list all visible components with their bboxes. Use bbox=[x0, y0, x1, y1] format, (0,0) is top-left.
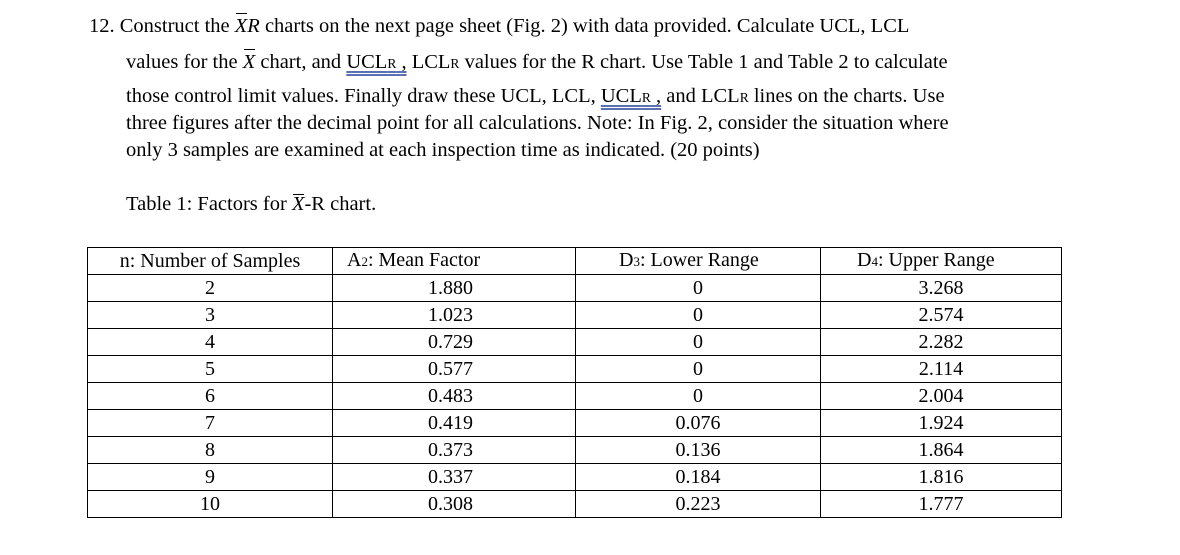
cell-n: 5 bbox=[88, 356, 333, 383]
uclr-subscript: R bbox=[387, 56, 397, 71]
header-d3-main: D bbox=[619, 249, 634, 271]
cell-n: 9 bbox=[88, 464, 333, 491]
table-row bbox=[88, 275, 1062, 302]
header-d3 bbox=[576, 248, 821, 275]
question-text-segment: those control limit values. Finally draw these UCL, LCL, bbox=[126, 85, 596, 107]
uclr-main: UCL bbox=[346, 51, 388, 73]
cell-d4: 3.268 bbox=[821, 275, 1062, 302]
question-text-segment: values for the R chart. Use Table 1 and Table 2 to calculate bbox=[464, 51, 948, 73]
uclr-comma: , bbox=[401, 51, 407, 73]
cell-d4: 1.864 bbox=[821, 437, 1062, 464]
x-bar-symbol: X bbox=[291, 193, 305, 215]
x-bar-symbol: X bbox=[235, 12, 248, 40]
table-row bbox=[88, 464, 1062, 491]
question-text-segment: Construct the bbox=[119, 15, 230, 37]
cell-n: 6 bbox=[88, 383, 333, 410]
cell-d4: 1.777 bbox=[821, 491, 1062, 518]
header-a2 bbox=[333, 248, 576, 275]
cell-d4: 2.004 bbox=[821, 383, 1062, 410]
cell-d3: 0.223 bbox=[576, 491, 821, 518]
uclr-main: UCL bbox=[600, 85, 642, 107]
cell-d3: 0 bbox=[576, 356, 821, 383]
question-text-segment: chart, and bbox=[260, 51, 342, 73]
uclr-subscript: R bbox=[641, 90, 651, 105]
table-row bbox=[88, 356, 1062, 383]
cell-d3: 0 bbox=[576, 383, 821, 410]
table-row bbox=[88, 491, 1062, 518]
header-n bbox=[88, 248, 333, 275]
table-row bbox=[88, 302, 1062, 329]
lclr-term bbox=[701, 85, 749, 107]
cell-d3: 0.184 bbox=[576, 464, 821, 491]
header-a2-sub: 2 bbox=[361, 254, 368, 269]
cell-n: 2 bbox=[88, 275, 333, 302]
cell-a2: 1.880 bbox=[333, 275, 576, 302]
table-header-row bbox=[88, 248, 1062, 275]
header-d3-rest: : Lower Range bbox=[639, 249, 759, 271]
cell-n: 3 bbox=[88, 302, 333, 329]
cell-d3: 0 bbox=[576, 329, 821, 356]
header-a2-main: A bbox=[347, 249, 362, 271]
cell-d4: 2.574 bbox=[821, 302, 1062, 329]
question-text-segment: charts on the next page sheet (Fig. 2) with data provided. Calculate UCL, LCL bbox=[264, 15, 910, 37]
cell-n: 7 bbox=[88, 410, 333, 437]
lclr-subscript: R bbox=[450, 56, 460, 71]
question-text-segment: values for the bbox=[126, 51, 238, 73]
question-text-segment: lines on the charts. Use bbox=[753, 85, 945, 107]
cell-a2: 0.577 bbox=[333, 356, 576, 383]
cell-a2: 0.419 bbox=[333, 410, 576, 437]
question-line-5: only 3 samples are examined at each inspection time as indicated. (20 points) bbox=[126, 139, 760, 161]
header-d4-main: D bbox=[857, 249, 872, 271]
table-row bbox=[88, 329, 1062, 356]
cell-d3: 0 bbox=[576, 275, 821, 302]
table-caption bbox=[126, 193, 376, 216]
header-a2-rest: : Mean Factor bbox=[367, 249, 481, 271]
cell-a2: 0.337 bbox=[333, 464, 576, 491]
table-row bbox=[88, 410, 1062, 437]
lclr-term bbox=[412, 51, 460, 73]
header-d3-sub: 3 bbox=[633, 254, 640, 269]
header-d4-sub: 4 bbox=[871, 254, 878, 269]
factors-table bbox=[87, 247, 1062, 518]
cell-d4: 1.816 bbox=[821, 464, 1062, 491]
question-line-1 bbox=[89, 12, 909, 40]
cell-n: 10 bbox=[88, 491, 333, 518]
header-d4-rest: : Upper Range bbox=[877, 249, 995, 271]
uclr-term bbox=[346, 51, 406, 73]
cell-d3: 0 bbox=[576, 302, 821, 329]
question-line-2 bbox=[126, 48, 948, 76]
cell-a2: 0.483 bbox=[333, 383, 576, 410]
lclr-main: LCL bbox=[700, 85, 740, 107]
lclr-subscript: R bbox=[739, 90, 749, 105]
uclr-term bbox=[601, 85, 661, 107]
cell-d3: 0.076 bbox=[576, 410, 821, 437]
cell-a2: 0.373 bbox=[333, 437, 576, 464]
cell-d4: 1.924 bbox=[821, 410, 1062, 437]
question-line-3 bbox=[126, 82, 945, 110]
cell-a2: 0.729 bbox=[333, 329, 576, 356]
x-bar-symbol: X bbox=[243, 48, 256, 76]
cell-d4: 2.282 bbox=[821, 329, 1062, 356]
lclr-main: LCL bbox=[411, 51, 451, 73]
cell-n: 4 bbox=[88, 329, 333, 356]
header-d4 bbox=[821, 248, 1062, 275]
header-n-text: n: Number of Samples bbox=[119, 250, 301, 272]
caption-prefix: Table 1: Factors for bbox=[126, 193, 287, 215]
question-number: 12. bbox=[89, 15, 115, 37]
r-symbol: R bbox=[247, 15, 260, 37]
question-line-4: three figures after the decimal point for all calculations. Note: In Fig. 2, consider the situation where bbox=[126, 112, 949, 134]
uclr-comma: , bbox=[655, 85, 662, 107]
cell-d4: 2.114 bbox=[821, 356, 1062, 383]
caption-suffix: -R chart. bbox=[304, 193, 377, 215]
cell-n: 8 bbox=[88, 437, 333, 464]
cell-a2: 0.308 bbox=[333, 491, 576, 518]
question-text-segment: and bbox=[666, 85, 696, 107]
cell-a2: 1.023 bbox=[333, 302, 576, 329]
table-row bbox=[88, 437, 1062, 464]
cell-d3: 0.136 bbox=[576, 437, 821, 464]
table-row bbox=[88, 383, 1062, 410]
